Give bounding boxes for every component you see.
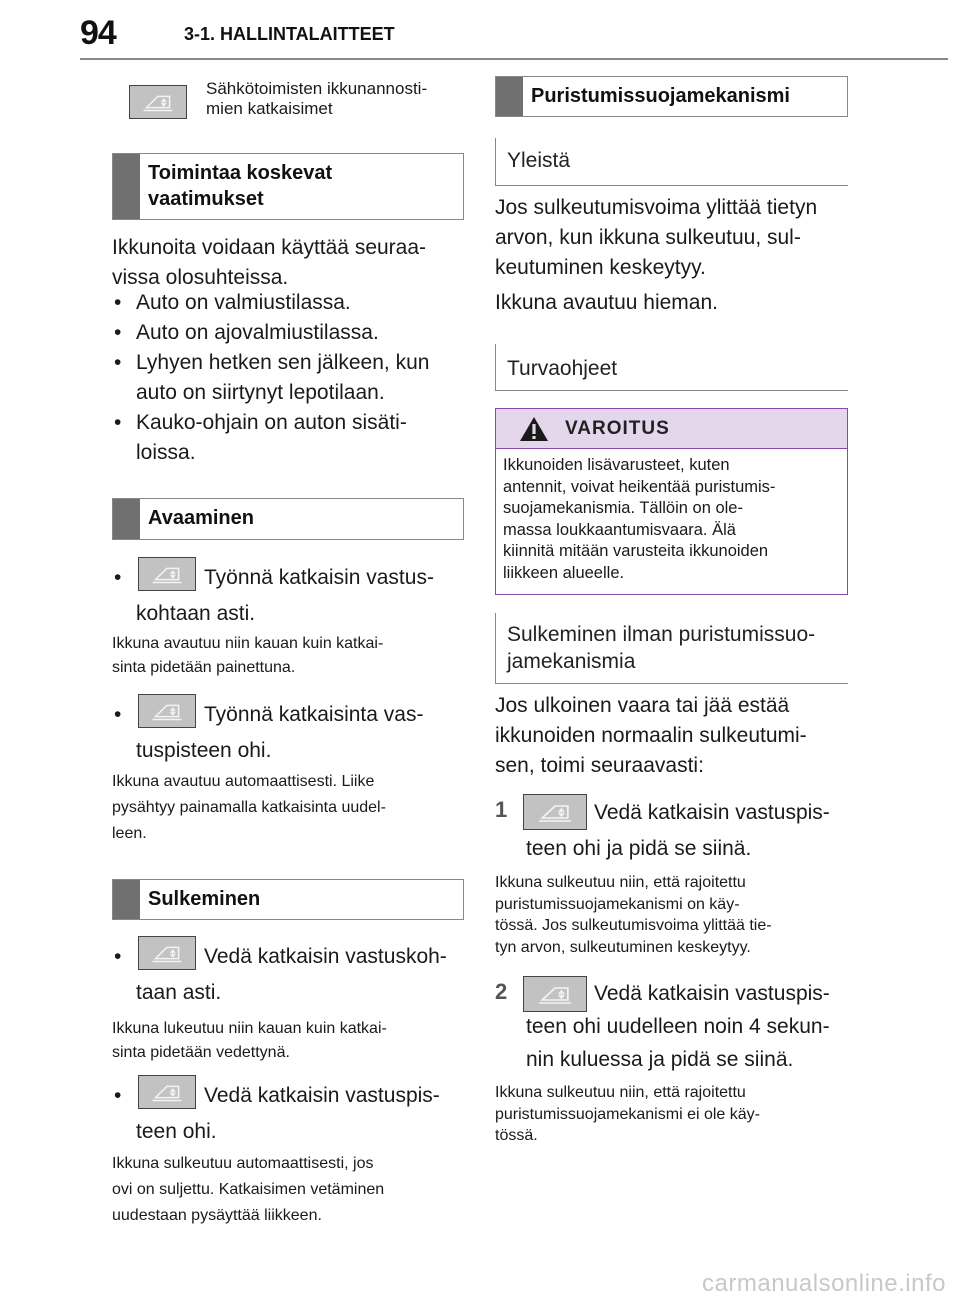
window-switch-icon — [138, 1075, 196, 1109]
chapter-title: 3-1. HALLINTALAITTEET — [184, 24, 395, 44]
open-step-note: Ikkuna avautuu niin kauan kuin katkai- sinta pidetään painettuna. — [112, 635, 384, 676]
general-text-2: Ikkuna avautuu hieman. — [495, 291, 718, 314]
step-number: 1 — [495, 797, 508, 822]
window-switch-glyph — [524, 795, 586, 829]
list-item: Lyhyen hetken sen jälkeen, kun auto on siirtynyt lepotilaan. — [136, 351, 430, 404]
closing-heading: Sulkeminen — [112, 879, 464, 920]
safety-subheading: Turvaohjeet — [495, 344, 848, 391]
list-item: Auto on valmiustilassa. — [136, 291, 351, 314]
window-switch-icon — [523, 794, 587, 830]
page-number: 94 — [80, 14, 116, 52]
requirements-text: Ikkunoita voidaan käyttää seuraa- vissa olosuhteissa. — [112, 236, 427, 289]
intro-caption: Sähkötoimisten ikkunannosti- mien katkaisimet — [206, 79, 428, 118]
watermark: carmanualsonline.info — [702, 1270, 946, 1297]
header-rule — [80, 58, 948, 60]
general-text: Jos sulkeutumisvoima ylittää tietyn arvon, kun ikkuna sulkeutuu, sul- keutuminen keskeytyy. — [495, 196, 818, 279]
window-switch-glyph — [130, 86, 186, 118]
opening-heading: Avaaminen — [112, 498, 464, 540]
open-step-note: Ikkuna avautuu automaattisesti. Liike pysähtyy painamalla katkaisinta uudel- leen. — [112, 773, 386, 842]
heading-bar — [496, 77, 523, 116]
window-switch-icon — [138, 936, 196, 970]
warning-header — [496, 409, 847, 449]
warning-title: VAROITUS — [565, 418, 670, 439]
close-step-text: Vedä katkaisin vastuskoh- taan asti. — [136, 945, 447, 1004]
list-item: Kauko-ohjain on auton sisäti- loissa. — [136, 411, 407, 464]
window-switch-icon — [523, 976, 587, 1012]
window-switch-glyph — [139, 1076, 195, 1108]
close-step-text: Vedä katkaisin vastuspis- teen ohi. — [136, 1084, 440, 1143]
window-switch-icon — [138, 694, 196, 728]
general-subheading: Yleistä — [495, 138, 848, 186]
window-switch-glyph — [139, 558, 195, 590]
requirements-heading: Toimintaa koskevat vaatimukset — [112, 153, 464, 220]
warning-text: Ikkunoiden lisävarusteet, kuten antennit, voivat heikentää puristumis- suojamekanismia. Tällöin on ole- massa loukkaantumisvaara. Älä kiinnitä mitään varusteita ikkunoiden liikkeen alueelle. — [503, 456, 776, 582]
window-switch-icon — [138, 557, 196, 591]
heading-bar — [113, 499, 140, 539]
heading-bar — [113, 880, 140, 919]
no-protection-text: Jos ulkoinen vaara tai jää estää ikkunoiden normaalin sulkeutumi- sen, toimi seuraavasti: — [495, 694, 807, 777]
anti-pinch-heading: Puristumissuojamekanismi — [495, 76, 848, 117]
step-note: Ikkuna sulkeutuu niin, että rajoitettu puristumissuojamekanismi ei ole käy- tössä. — [495, 1084, 760, 1144]
warning-triangle-icon — [519, 416, 549, 442]
window-switch-glyph — [139, 937, 195, 969]
no-protection-subheading: Sulkeminen ilman puristumissuo- jamekanismia — [495, 613, 848, 684]
warning-box — [495, 408, 848, 595]
close-step-note: Ikkuna lukeutuu niin kauan kuin katkai- sinta pidetään vedettynä. — [112, 1020, 387, 1061]
open-step-text: Työnnä katkaisinta vas- tuspisteen ohi. — [136, 703, 424, 762]
open-step-text: Työnnä katkaisin vastus- kohtaan asti. — [136, 566, 434, 625]
step-number: 2 — [495, 979, 508, 1004]
window-switch-glyph — [524, 977, 586, 1011]
heading-bar — [113, 154, 140, 219]
step-note: Ikkuna sulkeutuu niin, että rajoitettu puristumissuojamekanismi on käy- tössä. Jos sulkeutumisvoima ylittää tie- tyn arvon, sulkeutuminen keskeytyy. — [495, 874, 772, 956]
window-switch-icon — [129, 85, 187, 119]
window-switch-glyph — [139, 695, 195, 727]
list-item: Auto on ajovalmiustilassa. — [136, 321, 379, 344]
step-text: Vedä katkaisin vastuspis- teen ohi uudelleen noin 4 sekun- nin kuluessa ja pidä se siinä. — [526, 982, 830, 1071]
step-text: Vedä katkaisin vastuspis- teen ohi ja pidä se siinä. — [526, 801, 830, 860]
close-step-note: Ikkuna sulkeutuu automaattisesti, jos ovi on suljettu. Katkaisimen vetäminen uudestaan pysäyttää liikkeen. — [112, 1155, 385, 1224]
